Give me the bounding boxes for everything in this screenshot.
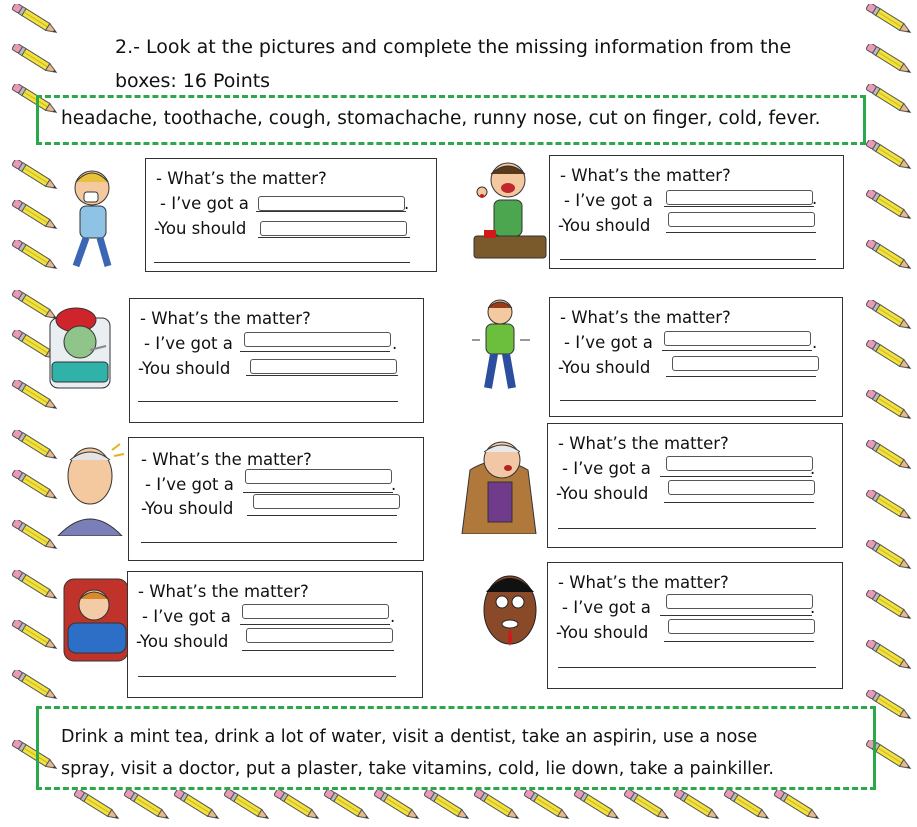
cut-finger-man-picture [468,156,548,262]
pencil-icon [620,790,674,820]
advice-underline [247,515,397,516]
pencil-icon [320,790,374,820]
exercise-card-5 [128,437,424,561]
question-text: - What’s the matter? [156,169,327,188]
advice-answer-field[interactable] [668,619,815,634]
pencil-icon [862,84,916,114]
advice-underline [666,376,816,377]
answer-period: . [810,598,816,617]
question-text: - What’s the matter? [560,308,731,327]
advice-line-2 [154,262,410,263]
advice-prefix: -You should [141,499,234,518]
pencil-icon [770,790,824,820]
advice-underline [242,650,394,651]
advice-line-2 [138,676,396,677]
answer-prefix: - I’ve got a [144,334,233,353]
pencil-icon [862,440,916,470]
pencil-icon [8,620,62,650]
ailments-list: headache, toothache, cough, stomachache, runny nose, cut on finger, cold, fever. [61,108,821,129]
cold-sick-person-picture [62,575,132,665]
ailment-answer-field[interactable] [258,196,405,211]
pencil-icon [862,540,916,570]
ailments-word-box [36,95,866,145]
exercise-card-3 [129,298,424,423]
advice-underline [246,375,398,376]
question-text: - What’s the matter? [140,309,311,328]
pencil-icon [70,790,124,820]
pencil-icon [862,240,916,270]
ailment-answer-field[interactable] [242,604,389,619]
pencil-icon [862,490,916,520]
question-text: - What’s the matter? [141,450,312,469]
question-text: - What’s the matter? [558,573,729,592]
answer-prefix: - I’ve got a [145,475,234,494]
advice-answer-field[interactable] [246,628,393,643]
instruction-line-1: 2.- Look at the pictures and complete the missing information from the [115,36,792,58]
answer-underline [240,351,390,352]
exercise-card-6 [547,423,843,548]
pencil-icon [8,670,62,700]
advice-prefix: -You should [556,484,649,503]
stomachache-man-picture [464,296,538,398]
pencil-icon [862,140,916,170]
advice-underline [258,237,410,238]
pencil-icon [862,44,916,74]
pencil-icon [120,790,174,820]
advice-answer-field[interactable] [668,480,815,495]
question-text: - What’s the matter? [560,166,731,185]
answer-period: . [810,459,816,478]
advice-line-2 [141,542,397,543]
answer-period: . [390,607,396,626]
advice-answer-field[interactable] [253,494,400,509]
toothache-face-picture [476,566,544,654]
headache-person-picture [54,440,130,536]
ailment-answer-field[interactable] [664,331,811,346]
ailment-answer-field[interactable] [666,456,813,471]
pencil-icon [720,790,774,820]
ailment-answer-field[interactable] [666,594,813,609]
answer-underline [662,350,812,351]
answer-underline [660,615,812,616]
advice-answer-field[interactable] [260,221,407,236]
answer-prefix: - I’ve got a [160,194,249,213]
pencil-icon [220,790,274,820]
advice-prefix: -You should [556,623,649,642]
advice-prefix: -You should [154,219,247,238]
question-text: - What’s the matter? [558,434,729,453]
pencil-icon [170,790,224,820]
exercise-card-2 [549,155,844,269]
exercise-card-7 [127,571,423,698]
advice-prefix: -You should [558,216,651,235]
advice-line-2 [558,528,816,529]
advice-answer-field[interactable] [672,356,819,371]
fever-person-picture [46,298,126,408]
instruction-title [115,30,855,98]
answer-underline [664,206,814,207]
question-text: - What’s the matter? [138,582,309,601]
advice-line-2 [560,259,816,260]
cough-man-picture [458,430,544,534]
ailment-answer-field[interactable] [245,469,392,484]
pencil-icon [8,570,62,600]
exercise-card-8 [547,562,843,689]
pencil-icon [862,590,916,620]
exercise-card-4 [549,297,843,417]
answer-underline [256,211,406,212]
ailment-answer-field[interactable] [666,190,813,205]
answer-prefix: - I’ve got a [562,598,651,617]
advice-answer-field[interactable] [668,212,815,227]
advice-word-box [36,706,876,790]
pencil-icon [862,4,916,34]
pencil-icon [370,790,424,820]
advice-underline [666,232,816,233]
advice-line-2 [138,401,398,402]
answer-period: . [391,475,397,494]
pencil-icon [862,340,916,370]
advice-line-2-text: spray, visit a doctor, put a plaster, take vitamins, cold, lie down, take a painkiller. [61,759,774,779]
answer-prefix: - I’ve got a [562,459,651,478]
pencil-icon [420,790,474,820]
runny-nose-boy-picture [50,162,140,274]
pencil-icon [862,300,916,330]
answer-period: . [812,333,818,352]
advice-prefix: -You should [136,632,229,651]
pencil-icon [520,790,574,820]
advice-underline [664,641,814,642]
pencil-icon [570,790,624,820]
pencil-icon [8,44,62,74]
pencil-icon [470,790,524,820]
answer-period: . [392,334,398,353]
advice-prefix: -You should [138,359,231,378]
advice-answer-field[interactable] [250,359,397,374]
advice-underline [664,502,814,503]
answer-prefix: - I’ve got a [564,333,653,352]
pencil-icon [862,190,916,220]
answer-underline [660,476,812,477]
advice-line-2 [558,667,816,668]
pencil-icon [8,4,62,34]
pencil-icon [670,790,724,820]
answer-prefix: - I’ve got a [142,607,231,626]
answer-period: . [812,189,818,208]
ailment-answer-field[interactable] [244,332,391,347]
answer-period: . [404,194,410,213]
advice-line-1: Drink a mint tea, drink a lot of water, visit a dentist, take an aspirin, use a nose [61,727,758,747]
pencil-icon [270,790,324,820]
advice-list [61,721,851,785]
exercise-card-1 [145,158,437,272]
pencil-icon [862,390,916,420]
answer-underline [243,492,393,493]
answer-underline [240,624,390,625]
advice-line-2 [560,400,816,401]
pencil-icon [862,640,916,670]
instruction-line-2: boxes: 16 Points [115,70,271,92]
answer-prefix: - I’ve got a [564,191,653,210]
advice-prefix: -You should [558,358,651,377]
